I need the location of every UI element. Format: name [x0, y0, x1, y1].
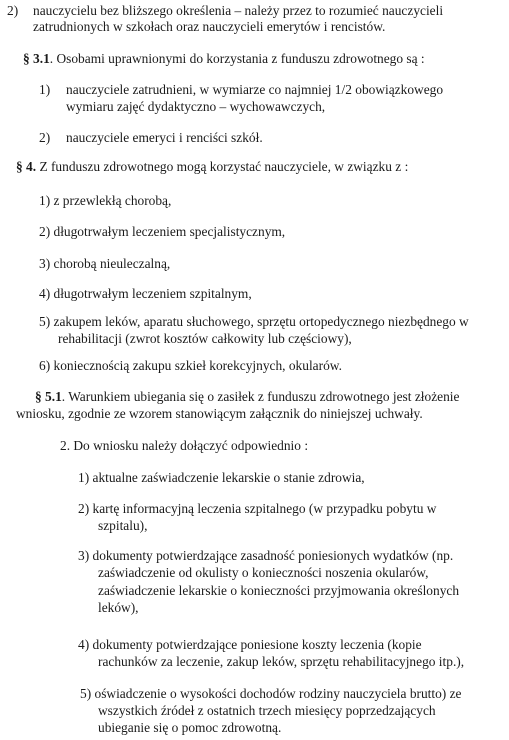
- item-4-4: 4) długotrwałym leczeniem szpitalnym,: [39, 286, 252, 301]
- section-3-1-number: § 3.1: [23, 51, 50, 66]
- item-3-1-2-text: nauczyciele emeryci i renciści szkół.: [66, 130, 263, 145]
- section-4-number: § 4.: [16, 159, 37, 174]
- item-4-6: 6) koniecznością zakupu szkieł korekcyjnych, okularów.: [39, 358, 342, 373]
- section-5-1-number: § 5.1: [35, 389, 62, 404]
- item-2-line-1: nauczycielu bez bliższego określenia – należy przez to rozumieć nauczycieli: [33, 3, 444, 18]
- item-4-1: 1) z przewlekłą chorobą,: [39, 193, 172, 208]
- paragraph-5-1-line-1: [35, 389, 459, 405]
- item-4-2: 2) długotrwałym leczeniem specjalistycznym,: [39, 224, 286, 239]
- document-item-5-line-3: ubieganie się o pomoc zdrowotną.: [98, 720, 282, 735]
- document-item-5-line-2: wszystkich źródeł z ostatnich trzech miesięcy poprzedzających: [98, 703, 436, 718]
- item-2-line-2: zatrudnionych w szkołach oraz nauczycieli emerytów i rencistów.: [33, 19, 386, 34]
- item-3-1-1-line-2: wymiaru zajęć dydaktyczno – wychowawczych,: [66, 99, 326, 114]
- paragraph-5-2: 2. Do wniosku należy dołączyć odpowiednio :: [60, 438, 309, 453]
- item-2-number: 2): [7, 3, 19, 18]
- document-item-3-line-2: zaświadczenie od okulisty o konieczności noszenia okularów,: [98, 565, 429, 580]
- item-3-1-1-number: 1): [39, 82, 51, 97]
- document-item-2-line-1: 2) kartę informacyjną leczenia szpitalnego (w przypadku pobytu w: [78, 501, 437, 516]
- item-4-5-line-1: 5) zakupem leków, aparatu słuchowego, sprzętu ortopedycznego niezbędnego w: [39, 314, 469, 329]
- document-item-3-line-1: 3) dokumenty potwierdzające zasadność poniesionych wydatków (np.: [78, 548, 454, 563]
- document-item-5-line-1: 5) oświadczenie o wysokości dochodów rodziny nauczyciela brutto) ze: [80, 686, 462, 701]
- item-4-3: 3) chorobą nieuleczalną,: [39, 256, 171, 271]
- section-5-1-text: . Warunkiem ubiegania się o zasiłek z funduszu zdrowotnego jest złożenie: [61, 389, 460, 404]
- document-item-3-line-4: leków),: [98, 600, 139, 615]
- paragraph-3-1: [23, 51, 425, 67]
- section-3-1-text: . Osobami uprawnionymi do korzystania z funduszu zdrowotnego są :: [49, 51, 425, 66]
- item-3-1-1-line-1: nauczyciele zatrudnieni, w wymiarze co najmniej 1/2 obowiązkowego: [66, 82, 444, 97]
- item-3-1-2-number: 2): [39, 130, 51, 145]
- section-4-text: Z funduszu zdrowotnego mogą korzystać nauczyciele, w związku z :: [36, 159, 409, 174]
- item-4-5-line-2: rehabilitacji (zwrot kosztów całkowity lub częściowy),: [58, 331, 352, 346]
- document-item-3-line-3: zaświadczenie lekarskie o konieczności przyjmowania określonych: [98, 583, 460, 598]
- document-item-1: 1) aktualne zaświadczenie lekarskie o stanie zdrowia,: [78, 470, 365, 485]
- document-item-2-line-2: szpitalu),: [98, 518, 148, 533]
- document-item-4-line-2: rachunków za leczenie, zakup leków, sprzętu rehabilitacyjnego itp.),: [98, 654, 465, 669]
- document-item-4-line-1: 4) dokumenty potwierdzające poniesione koszty leczenia (kopie: [78, 637, 422, 652]
- paragraph-5-1-line-2: wniosku, zgodnie ze wzorem stanowiącym załącznik do niniejszej uchwały.: [16, 406, 423, 421]
- paragraph-4: [16, 159, 408, 175]
